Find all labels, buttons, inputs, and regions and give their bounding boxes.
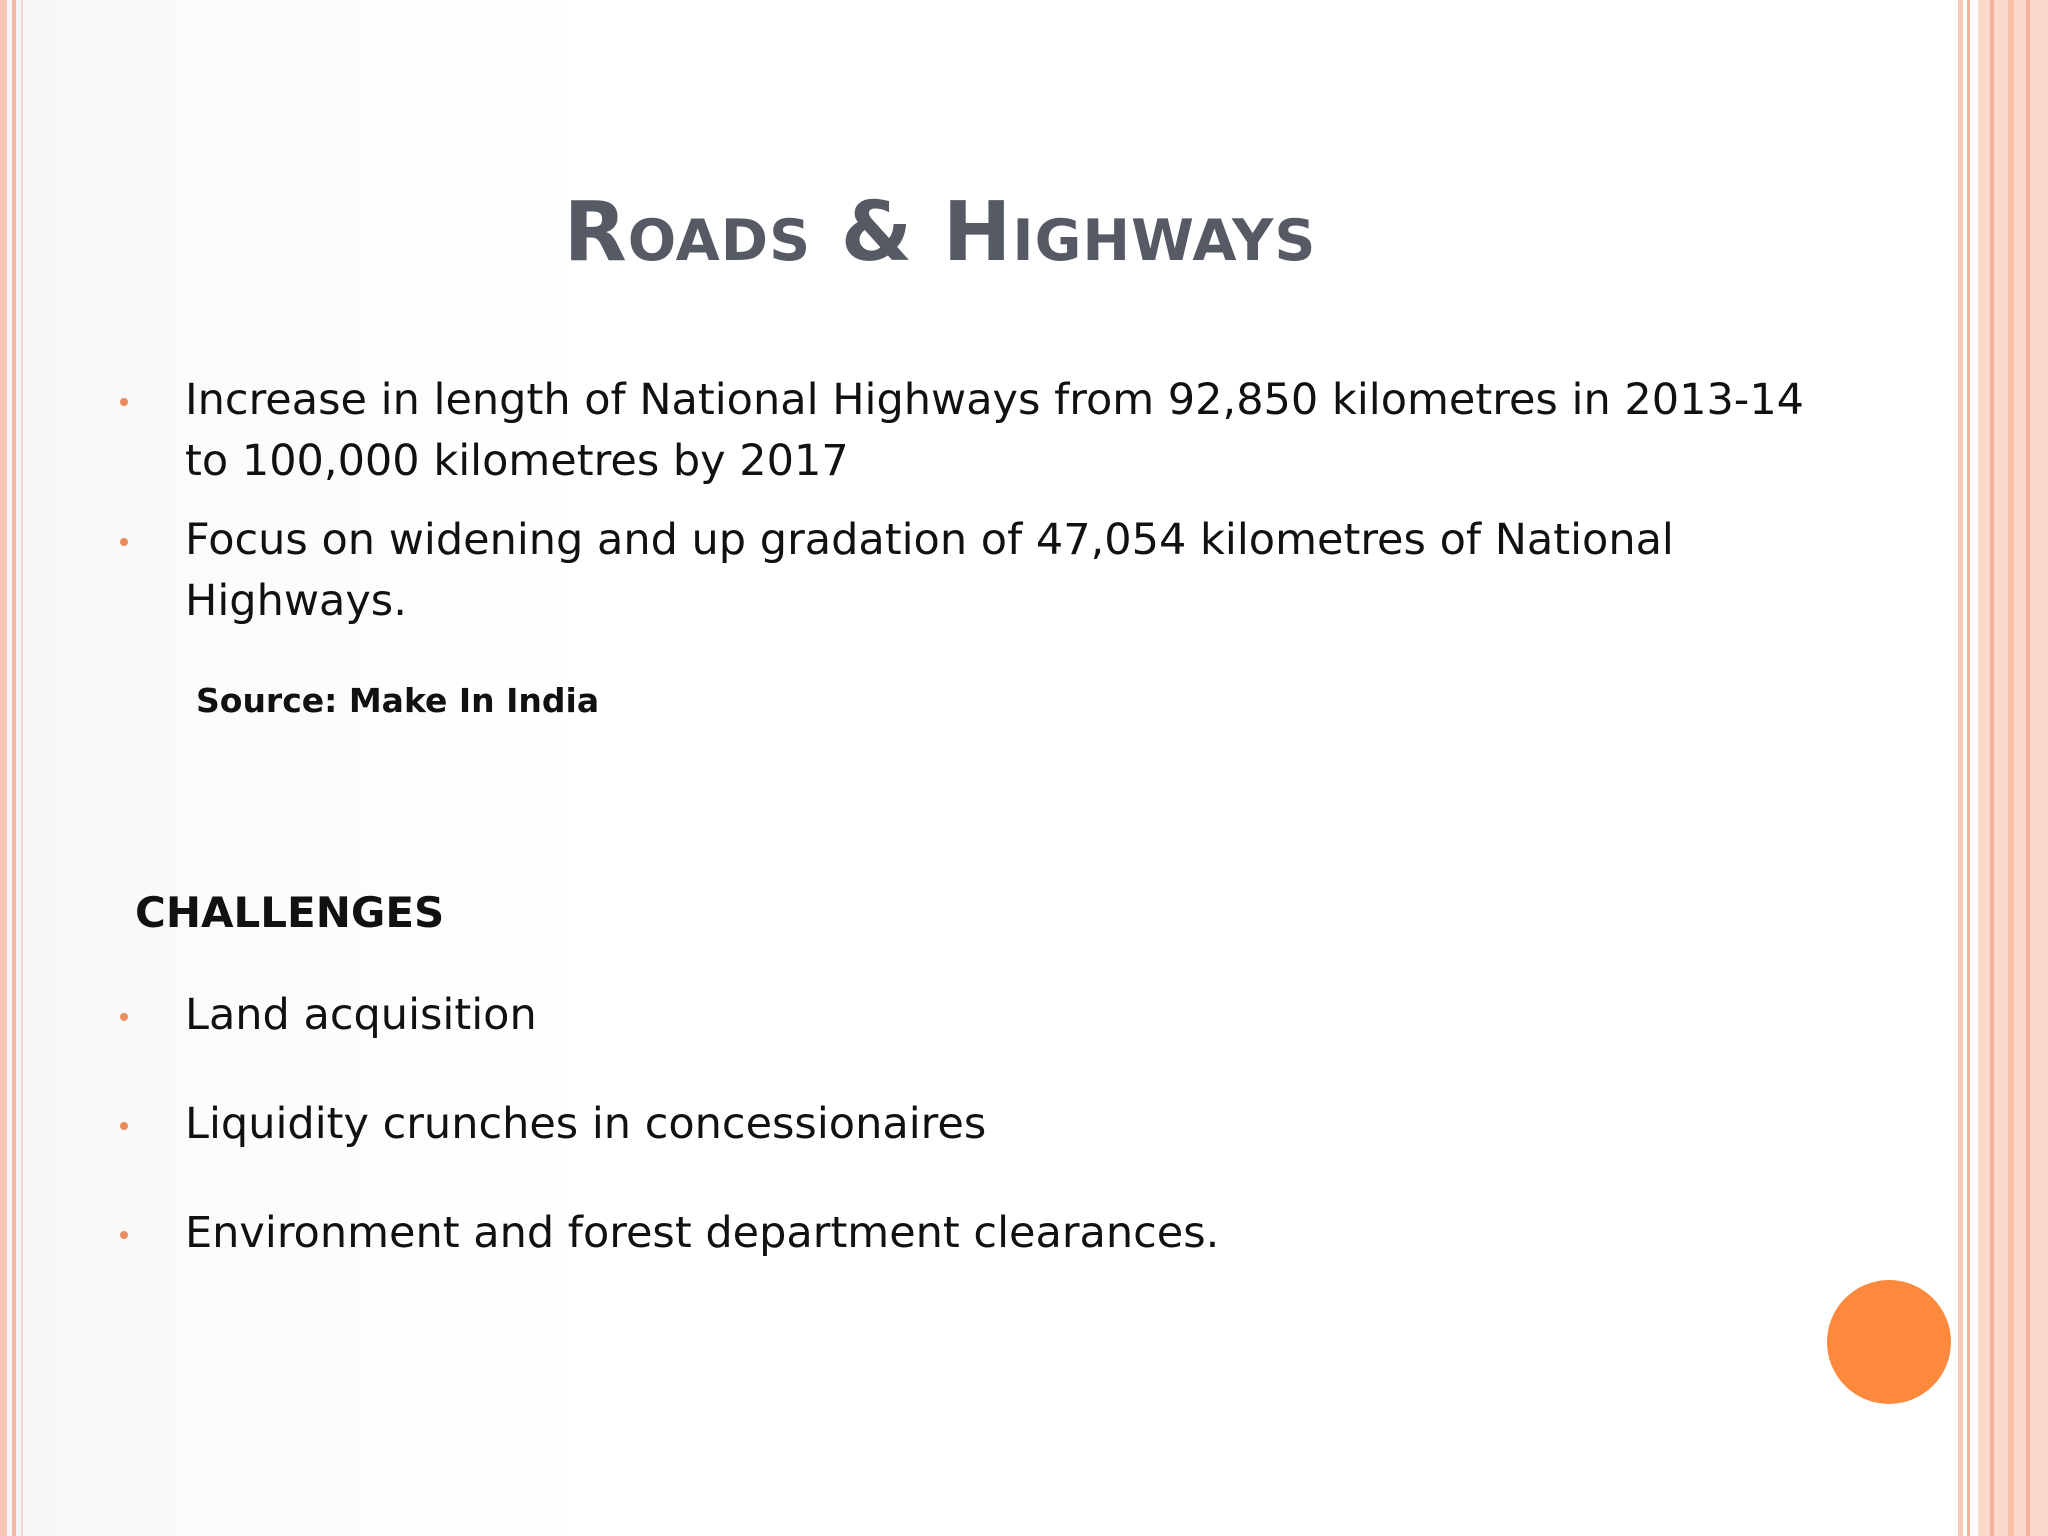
- right-border-line: [1967, 0, 1970, 1536]
- bullet-icon: [120, 538, 132, 550]
- right-border-line: [1990, 0, 1994, 1536]
- right-border-line: [2008, 0, 2014, 1536]
- bullet-icon: [120, 1231, 132, 1243]
- bullet-icon: [120, 1013, 132, 1025]
- challenge-item: Land acquisition: [185, 990, 537, 1040]
- decorative-circle: [1827, 1280, 1951, 1404]
- challenges-heading: CHALLENGES: [135, 888, 445, 937]
- bullet-text: Increase in length of National Highways from 92,850 kilometres in 2013-14 to 100,000 kilometres by 2017: [185, 375, 1805, 486]
- bullet-icon: [120, 1122, 132, 1134]
- source-note: Source: Make In India: [196, 681, 600, 720]
- slide-title: Roads & Highways: [563, 185, 1317, 280]
- challenge-item: Liquidity crunches in concessionaires: [185, 1099, 987, 1149]
- bullet-icon: [120, 398, 132, 410]
- right-border-line: [1958, 0, 1963, 1536]
- right-border-line: [2026, 0, 2030, 1536]
- bullet-text: Focus on widening and up gradation of 47,054 kilometres of National Highways.: [185, 515, 1674, 626]
- challenge-item: Environment and forest department clearances.: [185, 1208, 1220, 1258]
